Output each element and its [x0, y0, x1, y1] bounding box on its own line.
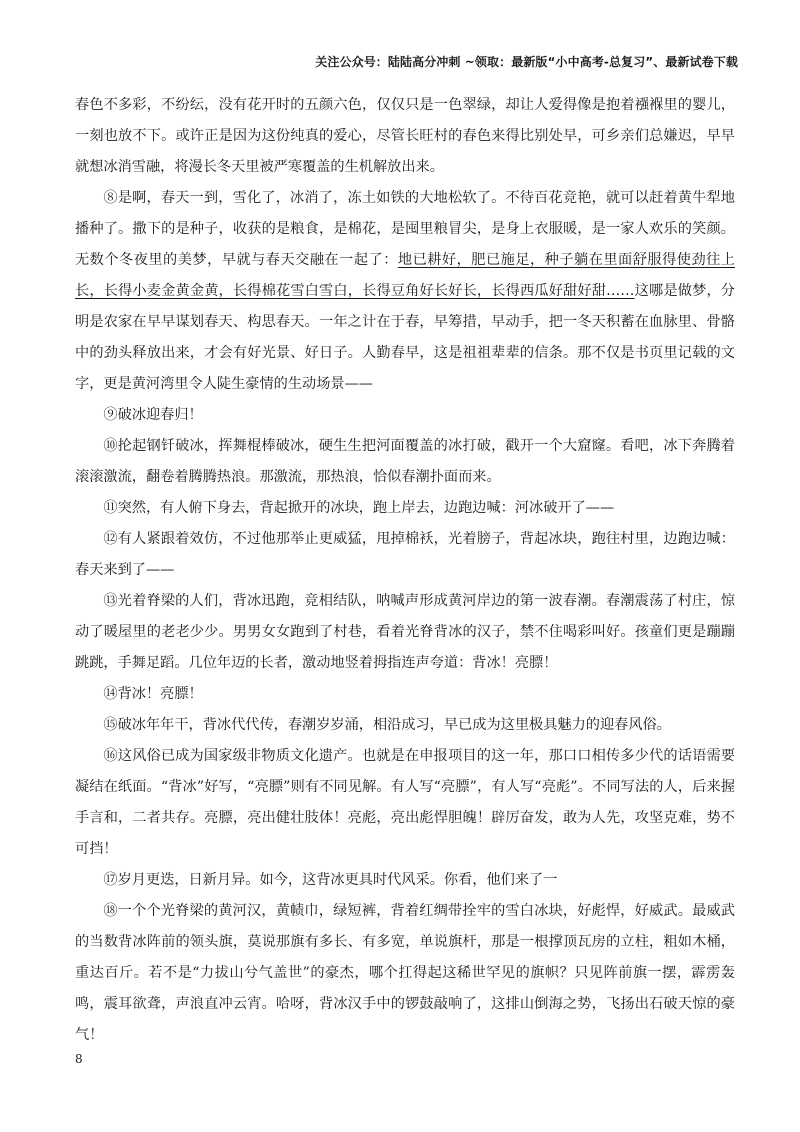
paragraph-13: ⑬光着脊梁的人们，背冰迅跑，竞相结队，呐喊声形成黄河岸边的第一波春潮。春潮震荡了村庄，惊动了暖屋里的老老少少。男男女女跑到了村巷，看着光脊背冰的汉子，禁不住喝彩叫好。孩童们更是蹦蹦跳跳，手舞足蹈。几位年迈的长者，激动地竖着拇指连声夸道：背冰！亮膘！ — [75, 593, 735, 671]
page-number: 8 — [75, 1052, 83, 1066]
paragraph-8-underlined-sentence: 地已耕好，肥已施足，种子躺在里面舒服得使劲往上长，长得小麦金黄金黄，长得棉花雪白雪白，长得豆角好长好长，长得西瓜好甜好甜…… — [75, 252, 735, 299]
paragraph-11: ⑪突然，有人俯下身去，背起掀开的冰块，跑上岸去，边跑边喊：河冰破开了—— — [103, 500, 615, 516]
paragraph-12: ⑫有人紧跟着效仿，不过他那举止更威猛，甩掉棉袄，光着膀子，背起冰块，跑往村里，边跑边喊：春天来到了—— — [75, 531, 735, 578]
paragraph-8 — [75, 183, 735, 400]
paragraph-16: ⑯这风俗已成为国家级非物质文化遗产。也就是在申报项目的这一年，那口口相传多少代的话语需要凝结在纸面。“背冰”好写，“亮膘”则有不同见解。有人写“亮膘”，有人写“亮彪”。不同写法的人，后来握手言和，二者共存。亮膘，亮出健壮肢体！亮彪，亮出彪悍胆魄！辟厉奋发，敢为人先，攻坚克难，势不可挡！ — [75, 748, 735, 857]
paragraph-8-text-after: 这哪是做梦，分明是农家在早早谋划春天、构思春天。一年之计在于春，早筹措，早动手，把一冬天积蓄在血脉里、骨骼中的劲头释放出来，才会有好光景、好日子。人勤春早，这是祖祖辈辈的信条。那不仅是书页里记载的文字，更是黄河湾里令人陡生豪情的生动场景—— — [75, 283, 735, 392]
paragraph-17: ⑰岁月更迭，日新月异。如今，这背冰更具时代风采。你看，他们来了一 — [103, 872, 558, 888]
paragraph-10: ⑩抡起钢钎破冰，挥舞棍棒破冰，硬生生把河面覆盖的冰打破，戳开一个大窟窿。看吧，冰下奔腾着滚滚激流，翻卷着腾腾热浪。那激流，那热浪，恰似春潮扑面而来。 — [75, 438, 735, 485]
paragraph-8-text-before: ⑧是啊，春天一到，雪化了，冰消了，冻土如铁的大地松软了。不待百花竞艳，就可以赶着黄牛犁地播种了。撒下的是种子，收获的是粮食，是棉花，是囤里粮冒尖，是身上衣服暖，是一家人欢乐的笑颜。无数个冬夜里的美梦，早就与春天交融在一起了： — [75, 190, 735, 268]
paragraph-7-continued: 春色不多彩，不纷纭，没有花开时的五颜六色，仅仅只是一色翠绿，却让人爱得像是抱着襁褓里的婴儿，一刻也放不下。或许正是因为这份纯真的爱心，尽管长旺村的春色来得比别处早，可乡亲们总嫌迟，早早就想冰消雪融，将漫长冬天里被严寒覆盖的生机解放出来。 — [75, 97, 735, 175]
paragraph-18: ⑱一个个光脊梁的黄河汉，黄帻巾，绿短裤，背着红绸带拴牢的雪白冰块，好彪悍，好威武。最威武的当数背冰阵前的领头旗，莫说那旗有多长、有多宽，单说旗杆，那是一根撑顶瓦房的立柱，粗如木桶，重达百斤。若不是“力拔山兮气盖世”的豪杰，哪个扛得起这稀世罕见的旗帜？只见阵前旗一摆，霹雳轰鸣，震耳欲聋，声浪直冲云宵。哈呀，背冰汉手中的锣鼓敲响了，这排山倒海之势，飞扬出石破天惊的豪气！ — [75, 903, 735, 1043]
page-header: 关注公众号：陆陆高分冲刺 ~领取：最新版“小中高考-总复习”、最新试卷下载 — [315, 55, 738, 69]
paragraph-15: ⑮破冰年年干，背冰代代传，春潮岁岁涌，相沿成习，早已成为这里极具魅力的迎春风俗。 — [103, 717, 671, 733]
paragraph-9: ⑨破冰迎春归！ — [103, 407, 203, 423]
article-body — [75, 90, 735, 1051]
paragraph-14: ⑭背冰！亮膘！ — [103, 686, 203, 702]
